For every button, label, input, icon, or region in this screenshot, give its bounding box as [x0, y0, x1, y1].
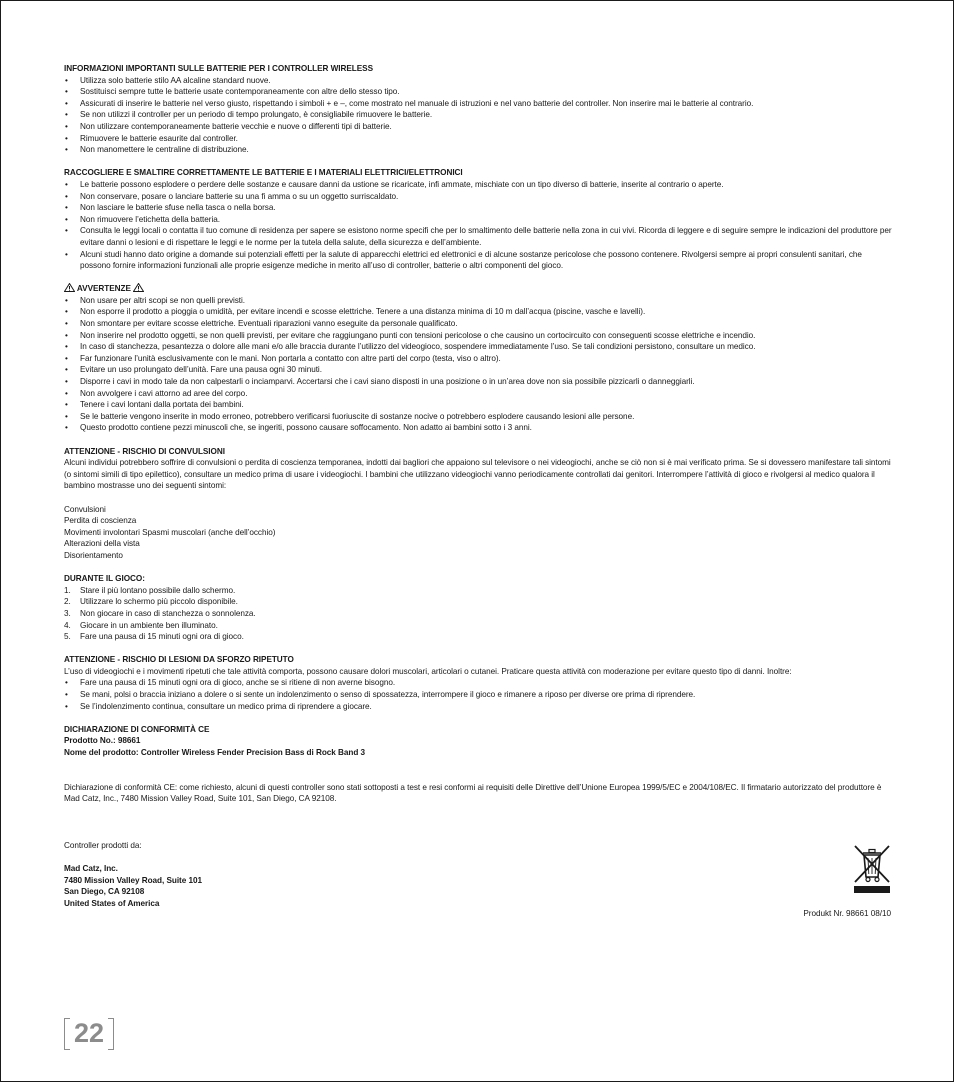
list-item: • Se non utilizzi il controller per un periodo di tempo prolungato, è consigliabile rimuovere le batterie.	[64, 109, 894, 121]
list-item: • Non conservare, posare o lanciare batterie su una fi amma o su un oggetto surriscaldato.	[64, 191, 894, 203]
during-play-list	[64, 585, 894, 643]
list-item: • Sostituisci sempre tutte le batterie usate contemporaneamente con altre dello stesso tipo.	[64, 86, 894, 98]
manufacturer-line: Mad Catz, Inc.	[64, 863, 118, 873]
item-text: Non giocare in caso di stanchezza o sonnolenza.	[80, 608, 256, 618]
list-item: Disorientamento	[64, 550, 123, 560]
list-item: Alterazioni della vista	[64, 539, 140, 549]
batteries-section	[64, 63, 894, 156]
list-item: • Far funzionare l’unità esclusivamente con le mani. Non portarla a contatto con altre parti del corpo (testa, viso o altro).	[64, 353, 894, 365]
list-item: • Rimuovere le batterie esaurite dal controller.	[64, 133, 894, 145]
rsi-heading: ATTENZIONE - RISCHIO DI LESIONI DA SFORZO RIPETUTO	[64, 655, 294, 665]
disposal-section	[64, 167, 894, 271]
manufacturer-line: United States of America	[64, 898, 160, 908]
item-text: Fare una pausa di 15 minuti ogni ora di gioco.	[80, 632, 244, 642]
item-number: 2.	[64, 597, 71, 607]
list-item: • In caso di stanchezza, pesantezza o dolore alle mani e/o alle braccia durante l’utilizzo del videogioco, sospendere immediatamente l’uso. Se tali condizioni persistono, consultare un medico.	[64, 341, 894, 353]
list-item: • Le batterie possono esplodere o perdere delle sostanze e causare danni da ustione se ricaricate, infi ammate, mischiate con un tipo diverso di batterie, inserite al contrario o aperte.	[64, 179, 894, 191]
list-item: • Non utilizzare contemporaneamente batterie vecchie e nuove o differenti tipi di batterie.	[64, 121, 894, 133]
list-item: • Disporre i cavi in modo tale da non calpestarli o inciamparvi. Accertarsi che i cavi siano disposti in una posizione o in un’area dove non sia possibile pizzicarli o danneggiarli.	[64, 376, 894, 388]
list-item	[64, 620, 894, 632]
list-item: • Non rimuovere l’etichetta della batteria.	[64, 214, 894, 226]
list-item: • Non avvolgere i cavi attorno ad aree del corpo.	[64, 388, 894, 400]
list-item: • Non lasciare le batterie sfuse nella tasca o nella borsa.	[64, 202, 894, 214]
batteries-heading: INFORMAZIONI IMPORTANTI SULLE BATTERIE PER I CONTROLLER WIRELESS	[64, 64, 373, 73]
during-play-section	[64, 573, 894, 643]
list-item	[64, 596, 894, 608]
warning-triangle-icon	[64, 283, 75, 292]
warnings-heading	[64, 283, 894, 295]
manufacturer-line: 7480 Mission Valley Road, Suite 101	[64, 875, 202, 885]
warning-triangle-icon	[133, 283, 144, 292]
list-item: • Consulta le leggi locali o contatta il tuo comune di residenza per sapere se esistono norme specifi che per lo smaltimento delle batterie nella zona in cui vivi. Ricorda di leggere e di seguire sempre le indicazioni del produttore per evitare danni o lesioni e di rispettare le leggi e le norme per la tutela della salute, della sicurezza e dell’ambiente.	[64, 225, 894, 248]
list-item: Movimenti involontari Spasmi muscolari (anche dell’occhio)	[64, 527, 276, 537]
disposal-list	[64, 179, 894, 272]
batteries-list	[64, 75, 894, 156]
list-item: • Non esporre il prodotto a pioggia o umidità, per evitare incendi e scosse elettriche. Tenere a una distanza minima di 10 m dall’acqua (piscine, vasche e lavelli).	[64, 306, 894, 318]
item-text: Giocare in un ambiente ben illuminato.	[80, 620, 218, 630]
seizures-paragraph: Alcuni individui potrebbero soffrire di convulsioni o perdita di coscienza temporanea, indotti dai bagliori che appaiono sul televisore o nei videogiochi, anche se ciò non si è mai verificato prima. Se si dovessero manifestare tali sintomi (o sintomi simili di tipo epilettico), consultare un medico prima di usare i videogiochi. I bambini che utilizzano videogiochi vanno periodicamente controllati dai genitori. Interrompere l’attività di gioco e rivolgersi al medico qualora il bambino mostrasse uno dei seguenti sintomi:	[64, 458, 891, 491]
list-item: • Fare una pausa di 15 minuti ogni ora di gioco, anche se si ritiene di non averne bisogno.	[64, 677, 894, 689]
ce-section	[64, 724, 894, 805]
list-item	[64, 631, 894, 643]
item-text: Stare il più lontano possibile dallo schermo.	[80, 585, 236, 595]
list-item: • Assicurati di inserire le batterie nel verso giusto, rispettando i simboli + e –, come mostrato nel manuale di istruzioni e nel vano batterie del controller. Non inserire mai le batterie al contrario.	[64, 98, 894, 110]
page-number-text: 22	[74, 1018, 104, 1049]
during-play-heading: DURANTE IL GIOCO:	[64, 574, 145, 584]
list-item: • Evitare un uso prolungato dell’unità. Fare una pausa ogni 30 minuti.	[64, 364, 894, 376]
manufacturer-section	[64, 840, 894, 910]
list-item: • Se le batterie vengono inserite in modo erroneo, potrebbero verificarsi fuoriuscite di sostanze nocive o potrebbero esplodere causando lesioni alle persone.	[64, 411, 894, 423]
list-item	[64, 585, 894, 597]
list-item: Perdita di coscienza	[64, 516, 137, 526]
left-bracket	[64, 1018, 70, 1050]
right-bracket	[108, 1018, 114, 1050]
warnings-list	[64, 295, 894, 434]
list-item: • Non smontare per evitare scosse elettriche. Eventuali riparazioni vanno eseguite da personale qualificato.	[64, 318, 894, 330]
list-item: • Questo prodotto contiene pezzi minuscoli che, se ingeriti, possono causare soffocamento. Non adatto ai bambini sotto i 3 anni.	[64, 422, 894, 434]
item-number: 5.	[64, 632, 71, 642]
ce-heading: DICHIARAZIONE DI CONFORMITÀ CE	[64, 724, 210, 734]
page-number	[64, 1017, 114, 1051]
manufacturer-intro: Controller prodotti da:	[64, 840, 142, 850]
product-code: Produkt Nr. 98661 08/10	[803, 909, 891, 918]
rsi-section	[64, 654, 894, 712]
list-item	[64, 608, 894, 620]
list-item: • Non usare per altri scopi se non quelli previsti.	[64, 295, 894, 307]
symptoms-list	[64, 504, 894, 562]
list-item: • Se l’indolenzimento continua, consultare un medico prima di riprendere a giocare.	[64, 701, 894, 713]
item-text: Utilizzare lo schermo più piccolo disponibile.	[80, 597, 238, 607]
page-content	[64, 63, 894, 909]
disposal-heading: RACCOGLIERE E SMALTIRE CORRETTAMENTE LE BATTERIE E I MATERIALI ELETTRICI/ELETTRONICI	[64, 168, 463, 178]
list-item: Convulsioni	[64, 504, 106, 514]
rsi-paragraph: L’uso di videogiochi e i movimenti ripetuti che tale attività comporta, possono causare dolori muscolari, articolari o cutanei. Praticare questa attività con moderazione per evitare questo tipo di danni. Inoltre:	[64, 666, 792, 676]
rsi-list	[64, 677, 894, 712]
list-item: • Utilizza solo batterie stilo AA alcaline standard nuove.	[64, 75, 894, 87]
ce-product-number: Prodotto No.: 98661	[64, 736, 141, 746]
list-item: • Se mani, polsi o braccia iniziano a dolere o si sente un indolenzimento o senso di spossatezza, interrompere il gioco e rimanere a riposo per diverse ore prima di riprendere.	[64, 689, 894, 701]
seizures-section	[64, 446, 894, 562]
warnings-title: AVVERTENZE	[76, 284, 131, 294]
list-item: • Tenere i cavi lontani dalla portata dei bambini.	[64, 399, 894, 411]
list-item: • Non manomettere le centraline di distribuzione.	[64, 144, 894, 156]
crossed-out-wheelie-bin-icon	[853, 844, 891, 894]
manufacturer-line: San Diego, CA 92108	[64, 887, 145, 897]
ce-paragraph: Dichiarazione di conformità CE: come richiesto, alcuni di questi controller sono stati sottoposti a test e resi conformi ai requisiti delle Direttive dell’Unione Europea 1999/5/EC e 2004/108/EC. Il firmatario autorizzato del produttore è Mad Catz, Inc., 7480 Mission Valley Road, Suite 101, San Diego, CA 92108.	[64, 782, 882, 804]
list-item: • Alcuni studi hanno dato origine a domande sui potenziali effetti per la salute di apparecchi elettrici ed elettronici e di alcune sostanze pericolose che possono contenere. Rivolgersi sempre ai propri consulenti sanitari, che possono fornire informazioni funzionali alle proprie esigenze mediche in merito all’uso di controller, batterie o altri componenti del gioco.	[64, 249, 894, 272]
item-number: 1.	[64, 585, 71, 595]
item-number: 3.	[64, 608, 71, 618]
list-item: • Non inserire nel prodotto oggetti, se non quelli previsti, per evitare che raggiungano punti con tensioni pericolose o che causino un cortocircuito con conseguenti scosse elettriche e incendio.	[64, 330, 894, 342]
ce-product-name: Nome del prodotto: Controller Wireless Fender Precision Bass di Rock Band 3	[64, 748, 365, 758]
item-number: 4.	[64, 620, 71, 630]
seizures-heading: ATTENZIONE - RISCHIO DI CONVULSIONI	[64, 446, 225, 456]
warnings-section	[64, 283, 894, 434]
